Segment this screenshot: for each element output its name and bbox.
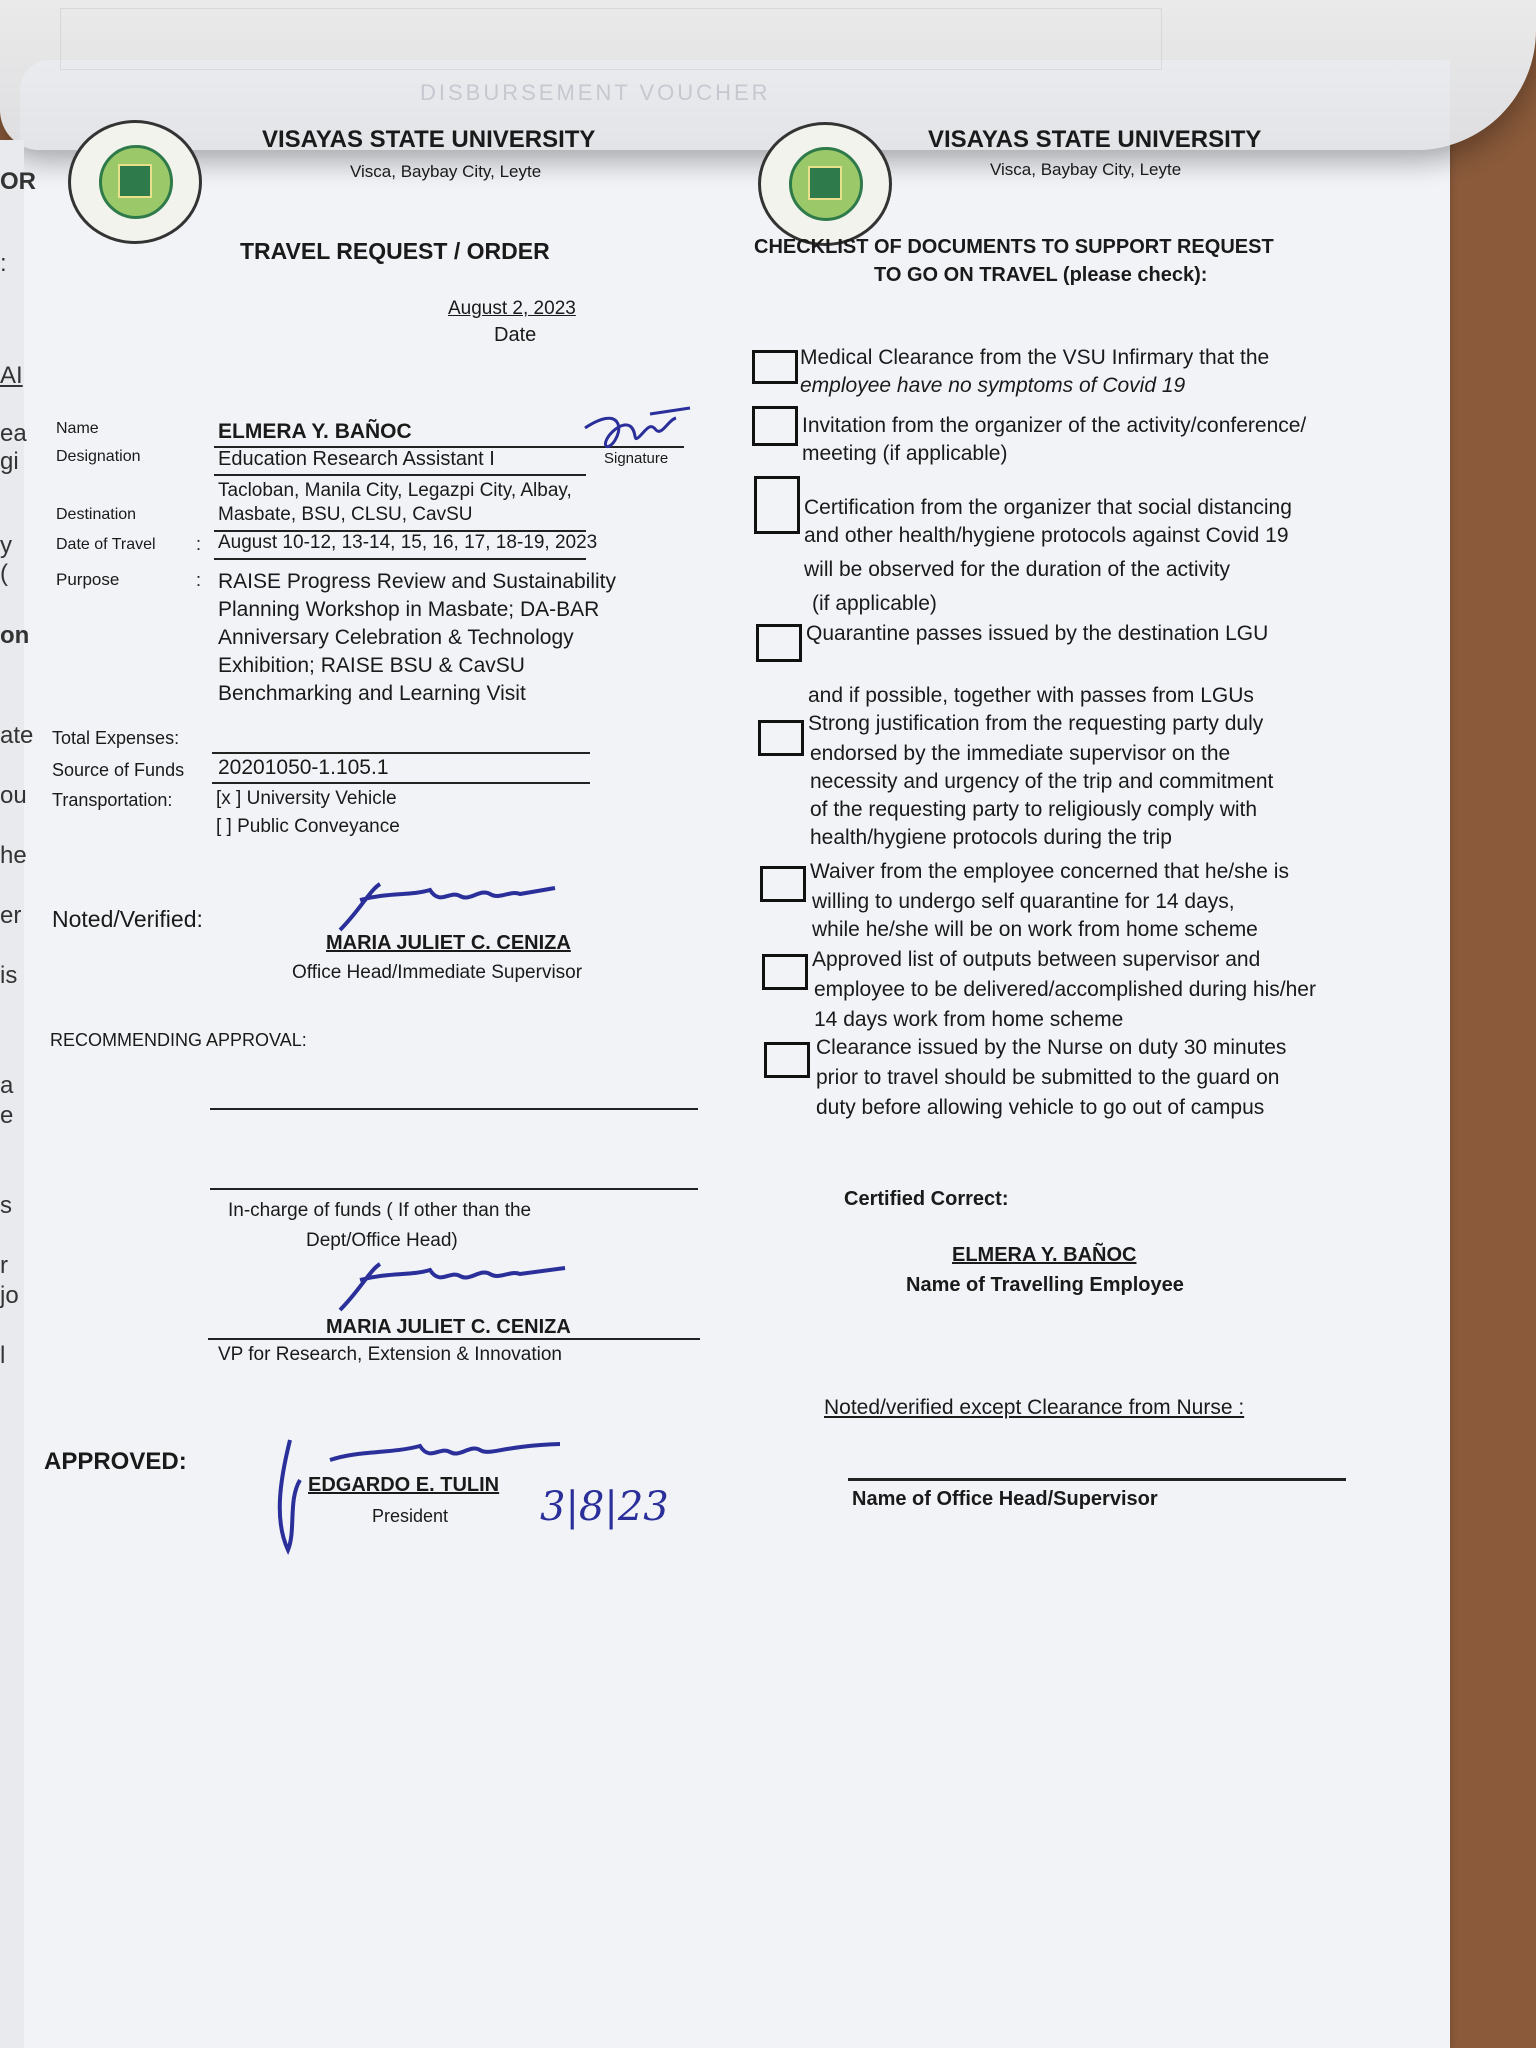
checklist-item-text: Waiver from the employee concerned that he/she is [810, 860, 1289, 883]
purpose-line: RAISE Progress Review and Sustainability [218, 570, 617, 593]
designation-label: Designation [56, 448, 141, 465]
president-signature [260, 1420, 560, 1560]
funds-incharge-line-1: In-charge of funds ( If other than the [228, 1200, 532, 1221]
total-expenses-label: Total Expenses: [52, 728, 180, 748]
margin-fragment: ea [0, 420, 27, 447]
vp-title: VP for Research, Extension & Innovation [218, 1344, 562, 1365]
checklist-item-text: will be observed for the duration of the activity [804, 558, 1231, 581]
checklist-item-text: prior to travel should be submitted to the guard on [816, 1066, 1280, 1089]
president-title: President [372, 1506, 449, 1526]
office-head-signature-line [848, 1478, 1346, 1481]
margin-fragment: AI [0, 362, 23, 389]
transport-public-conveyance: [ ] Public Conveyance [216, 816, 400, 837]
name-value: ELMERA Y. BAÑOC [218, 420, 412, 443]
margin-fragment: ou [0, 782, 27, 809]
checklist-item-text: Quarantine passes issued by the destination LGU [806, 622, 1269, 645]
checklist-item-text: meeting (if applicable) [802, 442, 1008, 465]
office-head-label: Name of Office Head/Supervisor [852, 1488, 1158, 1510]
vp-signature [330, 1250, 570, 1320]
funds-incharge-line-2: Dept/Office Head) [306, 1230, 458, 1251]
form-title: TRAVEL REQUEST / ORDER [240, 238, 550, 264]
university-seal-right [758, 122, 892, 246]
margin-fragment: e [0, 1102, 14, 1129]
checklist-item-text: while he/she will be on work from home scheme [812, 918, 1258, 941]
margin-fragment: ate [0, 722, 34, 749]
checklist-item-text: and if possible, together with passes from LGUs [808, 684, 1254, 707]
travelling-employee-name: ELMERA Y. BAÑOC [952, 1244, 1137, 1266]
checklist-item-text: of the requesting party to religiously comply with [810, 798, 1258, 821]
checklist-item-text: employee have no symptoms of Covid 19 [800, 374, 1186, 397]
university-address-right: Visca, Baybay City, Leyte [990, 160, 1182, 179]
designation-value: Education Research Assistant I [218, 448, 495, 470]
request-date: August 2, 2023 [448, 298, 576, 319]
supervisor-signature [330, 870, 560, 940]
travelling-employee-title: Name of Travelling Employee [906, 1274, 1184, 1296]
margin-fragment: jo [0, 1282, 19, 1309]
transportation-label: Transportation: [52, 790, 173, 810]
checklist-item-text: Strong justification from the requesting party duly [808, 712, 1264, 735]
transport-university-vehicle: [x ] University Vehicle [216, 788, 397, 809]
travel-date-label: Date of Travel [56, 536, 156, 553]
checklist-item-text: (if applicable) [812, 592, 937, 615]
certified-correct-label: Certified Correct: [844, 1188, 1009, 1210]
noted-except-nurse-label: Noted/verified except Clearance from Nurse : [824, 1396, 1245, 1419]
margin-fragment: gi [0, 448, 19, 475]
president-name: EDGARDO E. TULIN [308, 1474, 500, 1496]
approved-label: APPROVED: [44, 1448, 187, 1475]
background-sheet-label: DISBURSEMENT VOUCHER [420, 80, 771, 105]
checklist-item-text: and other health/hygiene protocols against Covid 19 [804, 524, 1289, 547]
purpose-line: Anniversary Celebration & Technology [218, 626, 574, 649]
checkbox-approved-outputs[interactable] [762, 954, 808, 990]
travel-date-colon: : [196, 534, 202, 554]
vp-signature-line [208, 1338, 700, 1340]
source-funds-underline [212, 782, 590, 784]
request-date-label: Date [494, 324, 537, 346]
travel-date-underline [214, 558, 586, 560]
adjacent-page-edge [0, 140, 36, 2048]
checklist-item-text: health/hygiene protocols during the trip [810, 826, 1172, 849]
checkbox-quarantine-passes[interactable] [756, 624, 802, 662]
margin-fragment: OR [0, 168, 36, 195]
university-address-left: Visca, Baybay City, Leyte [350, 162, 542, 181]
source-funds-label: Source of Funds [52, 760, 185, 780]
destination-label: Destination [56, 506, 137, 523]
checkbox-nurse-clearance[interactable] [764, 1042, 810, 1078]
checklist-item-text: Clearance issued by the Nurse on duty 30 minutes [816, 1036, 1287, 1059]
margin-fragment: he [0, 842, 27, 869]
university-name-left: VISAYAS STATE UNIVERSITY [262, 126, 596, 153]
university-name-right: VISAYAS STATE UNIVERSITY [928, 126, 1262, 153]
signature-label: Signature [604, 450, 669, 467]
margin-fragment: r [0, 1252, 8, 1279]
checkbox-waiver[interactable] [760, 866, 806, 902]
travel-date-value: August 10-12, 13-14, 15, 16, 17, 18-19, 2023 [218, 532, 598, 553]
total-expenses-underline [212, 752, 590, 754]
margin-fragment: y ( [0, 532, 12, 587]
university-seal-left [68, 120, 202, 244]
margin-fragment: er [0, 902, 22, 929]
purpose-line: Planning Workshop in Masbate; DA-BAR [218, 598, 600, 621]
checklist-title-line-1: CHECKLIST OF DOCUMENTS TO SUPPORT REQUEST [754, 236, 1274, 258]
vp-name: MARIA JULIET C. CENIZA [326, 1316, 571, 1338]
checkbox-justification[interactable] [758, 720, 804, 756]
funds-signature-line [210, 1188, 698, 1190]
margin-fragment: on [0, 622, 30, 649]
supervisor-name: MARIA JULIET C. CENIZA [326, 932, 571, 954]
checkbox-medical-clearance[interactable] [752, 350, 798, 384]
checklist-item-text: duty before allowing vehicle to go out of campus [816, 1096, 1265, 1119]
checklist-item-text: willing to undergo self quarantine for 14 days, [812, 890, 1235, 913]
destination-line-1: Tacloban, Manila City, Legazpi City, Albay, [218, 480, 572, 501]
purpose-line: Exhibition; RAISE BSU & CavSU [218, 654, 525, 677]
checklist-title-line-2: TO GO ON TRAVEL (please check): [874, 264, 1208, 286]
margin-fragment: l [0, 1342, 6, 1369]
source-funds-value: 20201050-1.105.1 [218, 756, 389, 779]
checklist-item-text: 14 days work from home scheme [814, 1008, 1124, 1031]
checkbox-invitation[interactable] [752, 406, 798, 446]
recommending-approval-label: RECOMMENDING APPROVAL: [50, 1030, 307, 1050]
checklist-item-text: necessity and urgency of the trip and commitment [810, 770, 1274, 793]
checklist-item-text: Medical Clearance from the VSU Infirmary that the [800, 346, 1270, 369]
checklist-item-text: Invitation from the organizer of the activity/conference/ [802, 414, 1307, 437]
noted-verified-label: Noted/Verified: [52, 906, 203, 932]
checklist-item-text: Certification from the organizer that social distancing [804, 496, 1292, 519]
margin-fragment: s [0, 1192, 12, 1219]
employee-signature [580, 400, 700, 460]
background-sheet [0, 0, 1536, 150]
margin-fragment: a [0, 1072, 14, 1099]
margin-fragment: is [0, 962, 18, 989]
handwritten-approval-date: 3|8|23 [540, 1484, 669, 1530]
recommending-signature-line [210, 1108, 698, 1110]
purpose-label: Purpose [56, 570, 120, 589]
checklist-item-text: Approved list of outputs between supervisor and [812, 948, 1261, 971]
name-label: Name [56, 420, 99, 437]
margin-fragment: : [0, 250, 7, 277]
checklist-item-text: endorsed by the immediate supervisor on the [810, 742, 1231, 765]
purpose-line: Benchmarking and Learning Visit [218, 682, 526, 705]
designation-underline [214, 474, 586, 476]
checklist-item-text: employee to be delivered/accomplished during his/her [814, 978, 1316, 1001]
supervisor-title: Office Head/Immediate Supervisor [292, 962, 583, 983]
purpose-colon: : [196, 570, 202, 590]
destination-line-2: Masbate, BSU, CLSU, CavSU [218, 504, 473, 525]
checkbox-certification[interactable] [754, 476, 800, 534]
